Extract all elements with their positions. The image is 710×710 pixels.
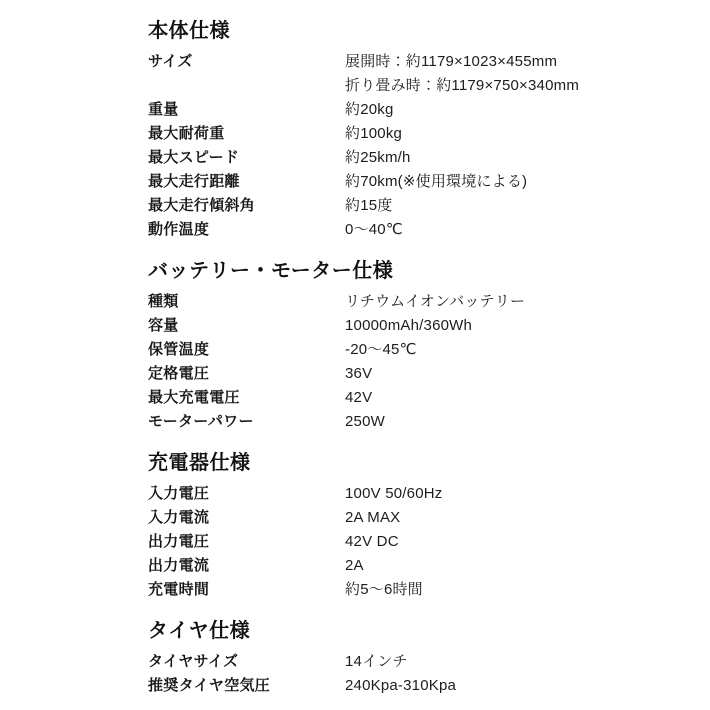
spec-row bbox=[148, 170, 700, 194]
spec-section bbox=[148, 448, 700, 602]
spec-label: 動作温度 bbox=[148, 221, 210, 238]
spec-value-line: 42V DC bbox=[345, 533, 399, 550]
spec-value-line: 約20kg bbox=[345, 101, 394, 118]
spec-row bbox=[148, 218, 700, 242]
spec-row bbox=[148, 122, 700, 146]
spec-row bbox=[148, 194, 700, 218]
spec-value bbox=[345, 410, 700, 434]
spec-value-line: 約5～6時間 bbox=[345, 581, 423, 598]
spec-row bbox=[148, 650, 700, 674]
spec-value-line: 0～40℃ bbox=[345, 221, 403, 238]
spec-value bbox=[345, 314, 700, 338]
spec-value-line: 約70km(※使用環境による) bbox=[345, 173, 528, 190]
spec-label: 容量 bbox=[148, 317, 179, 334]
spec-row bbox=[148, 290, 700, 314]
spec-value-line: 折り畳み時：約1179×750×340mm bbox=[345, 77, 580, 94]
spec-label: 入力電流 bbox=[148, 509, 210, 526]
section-rows bbox=[148, 290, 700, 434]
spec-section bbox=[148, 256, 700, 434]
spec-value bbox=[345, 482, 700, 506]
spec-label: 定格電圧 bbox=[148, 365, 210, 382]
spec-value-line: 42V bbox=[345, 389, 373, 406]
spec-label: 最大スピード bbox=[148, 149, 240, 166]
section-title: 充電器仕様 bbox=[148, 452, 251, 474]
spec-value-line: 250W bbox=[345, 413, 385, 430]
spec-row bbox=[148, 554, 700, 578]
spec-value bbox=[345, 338, 700, 362]
spec-value-line: 約100kg bbox=[345, 125, 403, 142]
spec-value bbox=[345, 578, 700, 602]
spec-row bbox=[148, 314, 700, 338]
spec-value bbox=[345, 530, 700, 554]
spec-value bbox=[345, 362, 700, 386]
spec-row bbox=[148, 482, 700, 506]
spec-label: 最大充電電圧 bbox=[148, 389, 240, 406]
spec-value bbox=[345, 506, 700, 530]
spec-value bbox=[345, 50, 700, 98]
spec-section bbox=[148, 616, 700, 698]
spec-value bbox=[345, 194, 700, 218]
spec-row bbox=[148, 50, 700, 98]
spec-value bbox=[345, 674, 700, 698]
spec-value-line: -20～45℃ bbox=[345, 341, 417, 358]
spec-row bbox=[148, 578, 700, 602]
spec-row bbox=[148, 386, 700, 410]
spec-row bbox=[148, 362, 700, 386]
spec-label: 最大走行傾斜角 bbox=[148, 197, 256, 214]
spec-sections bbox=[148, 16, 700, 698]
spec-value-line: 展開時：約1179×1023×455mm bbox=[345, 53, 558, 70]
spec-value-line: 2A bbox=[345, 557, 364, 574]
spec-value-line: 14インチ bbox=[345, 653, 408, 670]
spec-label: 推奨タイヤ空気圧 bbox=[148, 677, 271, 694]
spec-row bbox=[148, 410, 700, 434]
spec-value-line: 10000mAh/360Wh bbox=[345, 317, 473, 334]
spec-value bbox=[345, 146, 700, 170]
spec-value bbox=[345, 218, 700, 242]
spec-label: 種類 bbox=[148, 293, 179, 310]
spec-row bbox=[148, 530, 700, 554]
section-title: タイヤ仕様 bbox=[148, 620, 251, 642]
spec-label: サイズ bbox=[148, 53, 193, 70]
section-rows bbox=[148, 650, 700, 698]
spec-label: タイヤサイズ bbox=[148, 653, 239, 670]
section-title: 本体仕様 bbox=[148, 20, 230, 42]
spec-section bbox=[148, 16, 700, 242]
spec-row bbox=[148, 146, 700, 170]
spec-value-line: 約25km/h bbox=[345, 149, 411, 166]
spec-label: 出力電流 bbox=[148, 557, 210, 574]
spec-row bbox=[148, 98, 700, 122]
spec-row bbox=[148, 506, 700, 530]
spec-value-line: 約15度 bbox=[345, 197, 393, 214]
spec-label: 出力電圧 bbox=[148, 533, 210, 550]
section-rows bbox=[148, 482, 700, 602]
spec-value-line: リチウムイオンバッテリー bbox=[345, 293, 526, 310]
spec-label: 重量 bbox=[148, 101, 179, 118]
spec-label: 保管温度 bbox=[148, 341, 210, 358]
spec-label: 入力電圧 bbox=[148, 485, 210, 502]
spec-value bbox=[345, 290, 700, 314]
spec-value-line: 2A MAX bbox=[345, 509, 401, 526]
spec-label: 最大走行距離 bbox=[148, 173, 240, 190]
spec-row bbox=[148, 674, 700, 698]
spec-value-line: 100V 50/60Hz bbox=[345, 485, 443, 502]
spec-value bbox=[345, 98, 700, 122]
spec-value-line: 240Kpa-310Kpa bbox=[345, 677, 457, 694]
spec-value bbox=[345, 170, 700, 194]
section-rows bbox=[148, 50, 700, 242]
spec-row bbox=[148, 338, 700, 362]
spec-label: モーターパワー bbox=[148, 413, 254, 430]
spec-label: 充電時間 bbox=[148, 581, 210, 598]
spec-value bbox=[345, 554, 700, 578]
spec-value bbox=[345, 122, 700, 146]
section-title: バッテリー・モーター仕様 bbox=[148, 260, 394, 282]
spec-value bbox=[345, 386, 700, 410]
spec-label: 最大耐荷重 bbox=[148, 125, 225, 142]
spec-value bbox=[345, 650, 700, 674]
spec-value-line: 36V bbox=[345, 365, 373, 382]
